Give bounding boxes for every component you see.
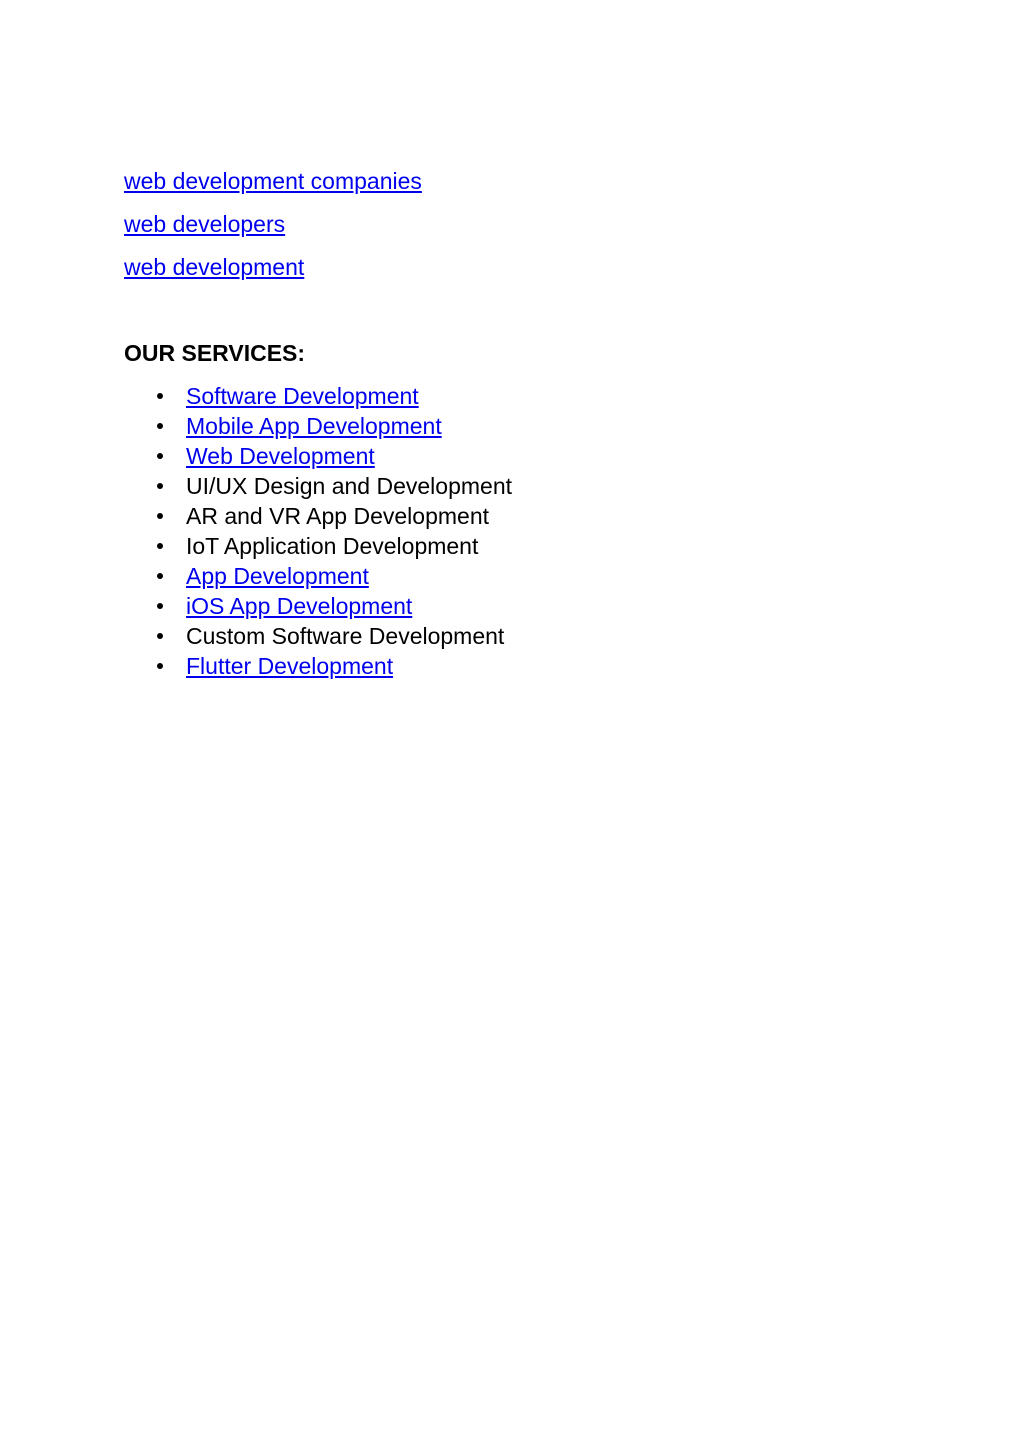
link-web-developers[interactable]: web developers [124, 211, 286, 237]
link-ios-app-development[interactable]: iOS App Development [186, 593, 413, 619]
list-item [124, 561, 512, 591]
services-list [124, 381, 512, 681]
list-item [124, 591, 512, 621]
link-web-development-companies[interactable]: web development companies [124, 168, 422, 194]
link-mobile-app-development[interactable]: Mobile App Development [186, 413, 442, 439]
bullet-icon [157, 573, 163, 579]
link-app-development[interactable]: App Development [186, 563, 369, 589]
services-heading: OUR SERVICES: [124, 340, 306, 366]
bullet-icon [157, 603, 163, 609]
link-web-development[interactable]: web development [124, 254, 305, 280]
list-item [124, 441, 512, 471]
link-web-development-service[interactable]: Web Development [186, 443, 375, 469]
service-iot-application: IoT Application Development [186, 533, 479, 559]
bullet-icon [157, 453, 163, 459]
bullet-icon [157, 423, 163, 429]
service-custom-software: Custom Software Development [186, 623, 505, 649]
list-item [124, 411, 512, 441]
bullet-icon [157, 543, 163, 549]
list-item [124, 501, 512, 531]
service-ui-ux-design: UI/UX Design and Development [186, 473, 512, 499]
bullet-icon [157, 633, 163, 639]
list-item [124, 531, 512, 561]
link-software-development[interactable]: Software Development [186, 383, 419, 409]
bullet-icon [157, 663, 163, 669]
service-ar-vr-app: AR and VR App Development [186, 503, 490, 529]
bullet-icon [157, 393, 163, 399]
link-flutter-development[interactable]: Flutter Development [186, 653, 394, 679]
list-item [124, 471, 512, 501]
top-links [124, 166, 422, 295]
list-item [124, 381, 512, 411]
bullet-icon [157, 483, 163, 489]
bullet-icon [157, 513, 163, 519]
list-item [124, 621, 512, 651]
list-item [124, 651, 512, 681]
